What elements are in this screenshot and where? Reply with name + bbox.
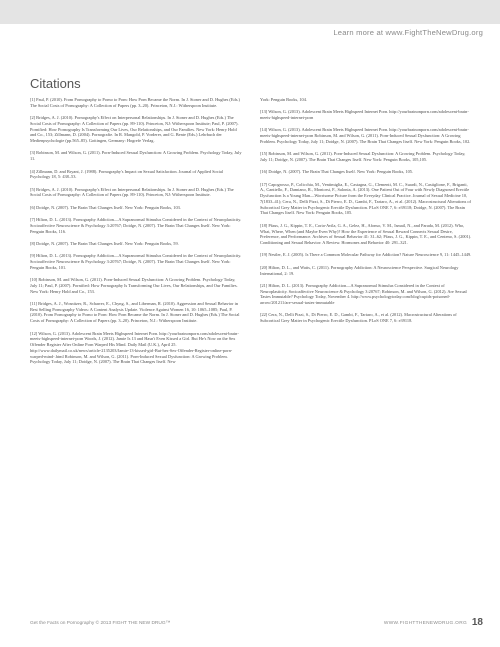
citation: [7] Hilton, D. L. (2013). Pornography Addiction—A Supranormal Stimulus Considered in the Context of Neuroplasticity. Socioaffective Neuroscience & Psychology 3:20767; Doidge, N. (2007). The Brain That Changes Itself. New York: Penguin Books, 116. (30, 217, 242, 234)
citation: [1] Paul, P. (2010). From Pornography to Porno to Porn: How Porn Became the Norm. In J. Stoner and D. Hughes (Eds.) The Social Costs of Pornography: A Collection of Papers (pp. 3–20). Princeton, N.J.: Witherspoon Institute. (30, 97, 240, 108)
citation: [6] Doidge, N. (2007). The Brain That Changes Itself. New York: Penguin Books, 103. (30, 204, 181, 210)
citation: [22] Cera, N., Delli Pizzi, S., Di Pierro, E. D., Gambi, F., Tartaro, A., et al. (2012). Macrostructural Alterations of Subcortical Grey Matter in Psychogenic Erectile Dysfunction. PLoS ONE 7, 6: e39118. (260, 312, 457, 324)
citation: [11] Bridges, A. J., Wosnitzer, R., Scharrer, E., Chyng, S., and Liberman, R. (2010). Aggression and Sexual Behavior in Best Selling Pornography Videos: A Content Analysis Update. Violence Against Women 16, 10: 1065–1085; Paul, P. (2010). From Pornography to Porno to Porn: How Porn Became the Norm. In J. Stoner and D. Hughes (Eds.) The Social Costs of Pornography: A Collection of Papers (pp. 3–20). Princeton, N.J.: Witherspoon Institute. (30, 300, 240, 324)
citation: [13] Wilson, G. (2013). Adolescent Brain Meets Highspeed Internet Porn. http://yourbrainonporn.com/adolescent-brain-meets-highspeed-internet-porn (260, 109, 469, 121)
footer-website-link[interactable]: WWW.FIGHTTHENEWDRUG.ORG (383, 621, 467, 626)
citation: [5] Bridges, A. J. (2010). Pornography's Effect on Interpersonal Relationships. In J. Stoner and D. Hughes (Eds.) The Social Costs of Pornography: A Collection of Papers (pp. 89-110). Princeton, NJ: Witherspoon Institute. (30, 186, 234, 198)
citation: [8] Doidge, N. (2007). The Brain That Changes Itself. New York: Penguin Books, 59. (30, 240, 179, 246)
citation: [14] Wilson, G. (2013). Adolescent Brain Meets Highspeed Internet Porn. http://yourbrainonporn.com/adolescent-brain-meets-highspeed-internet-porn Robinson, M. and Wilson, G. (2011). Porn-Induced Sexual Dysfunction: A Growing Problem. Psychology Today, July 11; Doidge, N. (2007). The Brain That Changes Itself. New York: Penguin Books, 102. (260, 127, 471, 144)
citation: [21] Hilton, D. L. (2013). Pornography Addiction—A Supranormal Stimulus Considered in the Context of Neuroplasticity. Socioaffective Neuroscience & Psychology 3:20767; Robinson, M. and Wilson, G. (2012). Are Sexual Tastes Immutable? Psychology Today, November 4. http://www.psychologytoday.com/blog/cupids-poisoned-arrow/201211/are-sexual-tastes-immutable (260, 282, 467, 306)
citation: [18] Pfaus, J. G., Kippin, T. E., Coria-Avila, G. A., Gelez, H., Afonso, V. M., Ismail, N., and Parada, M. (2012). Who, What, Where, When (and Maybe Even Why)? How the Experience of Sexual Reward Connects Sexual Desire, Preference, and Performance. Archives of Sexual Behavior 41: 31–62; Pfaus, J. G., Kippin, T. E., and Centeno, S. (2001). Conditioning and Sexual Behavior: A Review. Hormones and Behavior 40: 291–321. (260, 222, 472, 246)
page-number: 18 (471, 617, 483, 628)
page-footer (30, 617, 483, 631)
page-title: Citations (30, 76, 81, 91)
citation: [19] Nestler, E. J. (2005). Is There a Common Molecular Pathway for Addiction? Nature Neuroscience 9, 11: 1445–1449. (260, 252, 472, 258)
citation: [4] Zillmann, D. and Bryant, J. (1988). Pornography's Impact on Sexual Satisfaction. Journal of Applied Social Psychology 18, 5: 438–53. (30, 168, 223, 180)
citation: [16] Doidge, N. (2007). The Brain That Changes Itself. New York: Penguin Books, 105. (260, 169, 414, 175)
top-bar (0, 0, 500, 24)
citation: [2] Bridges, A. J. (2010). Pornography's Effect on Interpersonal Relationships. In J. Stoner and D. Hughes (Eds.) The Social Costs of Pornography: A Collection of Papers (pp. 89-110). Princeton, NJ: Witherspoon Institute; Paul, P. (2007). Pornified: How Pornography Is Transforming Our Lives, Our Relationships, and Our Families. New York: Henry Hold and Co., 153; Zillmann, D. (2004). Pornografie. In R. Mangold, P. Vorderer, and G. Bente (Eds.) Lehrbuch der Medienpsychologie (pp.565–85). Gottingen, Germany: Hogrefe Verlag. (30, 115, 239, 144)
citations-left-column (30, 97, 242, 372)
citation: [9] Hilton, D. L. (2013). Pornography Addiction—A Supranormal Stimulus Considered in the Context of Neuroplasticity. Socioaffective Neuroscience & Psychology 3:20767; Doidge, N. (2007). The Brain That Changes Itself. New York: Penguin Books, 101. (30, 253, 242, 270)
citations-right-column (260, 97, 472, 331)
citation: York: Penguin Books, 104. (260, 97, 307, 102)
citation: [17] Capogrosso, P., Colicchia, M., Ventimiglia, E., Castagna, G., Clementi, M. C., Suardi, N., Castiglione, F., Briganti, A., Cantiello, F., Damiano, R., Montorsi, F., Salonia, A. (2013). One Patient Out of Four with Newly Diagnosed Erectile Dysfunction Is a Young Man—Worrisome Picture from the Everyday Clinical Practice. Journal of Sexual Medicine 10, 7(1833–41); Cera, N., Delli Pizzi, S., Di Pierro, E. D., Gambi, F., Tartaro, A., et al. (2012). Macrostructural Alterations of Subcortical Grey Matter in Psychogenic Erectile Dysfunction. PLoS ONE 7, 6: e39118; Doidge, N. (2007). The Brain That Changes Itself. New York: Penguin Books, 105. (260, 181, 471, 216)
citation: [20] Hilton, D. L., and Watts, C. (2011). Pornography Addiction: A Neuroscience Perspective. Surgical Neurology International, 2: 19. (260, 264, 459, 276)
citation: [3] Robinson, M. and Wilson, G. (2011). Porn-Induced Sexual Dysfunction: A Growing Problem. Psychology Today, July 11. (30, 150, 242, 162)
learn-more-link[interactable]: Learn more at www.FightTheNewDrug.org (333, 28, 483, 37)
footer-copyright: Get the Facts on Pornography © 2013 FIGHT THE NEW DRUG™ (30, 621, 171, 626)
citation: [15] Robinson, M. and Wilson, G. (2011). Porn-Induced Sexual Dysfunction: A Growing Problem. Psychology Today, July 11; Doidge, N. (2007). The Brain That Changes Itself. New York: Penguin Books, 105,105. (260, 151, 466, 163)
citation: [12] Wilson, G. (2013). Adolescent Brain Meets Highspeed Internet Porn. http://yourbrainonporn.com/adolescent-brain-meets-highspeed-internet-porn Woods, J. (2012). Jamie Is 13 and Hasn't Even Kissed a Girl. But He's Now on the Sex Offender Register After Online Porn Warped His Mind. Daily Mail (U.K.), April 25. http://www.dailymail.co.uk/news/article-2135203/Jamie-13-kissed-girl-But-hes-Sex-Offender-Register-online-porn-warped-mind-.html Robinson, M. and Wilson, G. (2011). Porn-Induced Sexual Dysfunction: A Growing Problem. Psychology Today, July 11; Doidge, N. (2007). The Brain That Changes Itself. New (30, 330, 239, 365)
citation: [10] Robinson, M. and Wilson, G. (2011). Porn-Induced Sexual Dysfunction: A Growing Problem. Psychology Today, July 11; Paul, P. (2007). Pornified: How Pornography Is Transforming Our Lives, Our Relationships, and Our Families. New York: Henry Hold and Co., 153. (30, 277, 238, 294)
